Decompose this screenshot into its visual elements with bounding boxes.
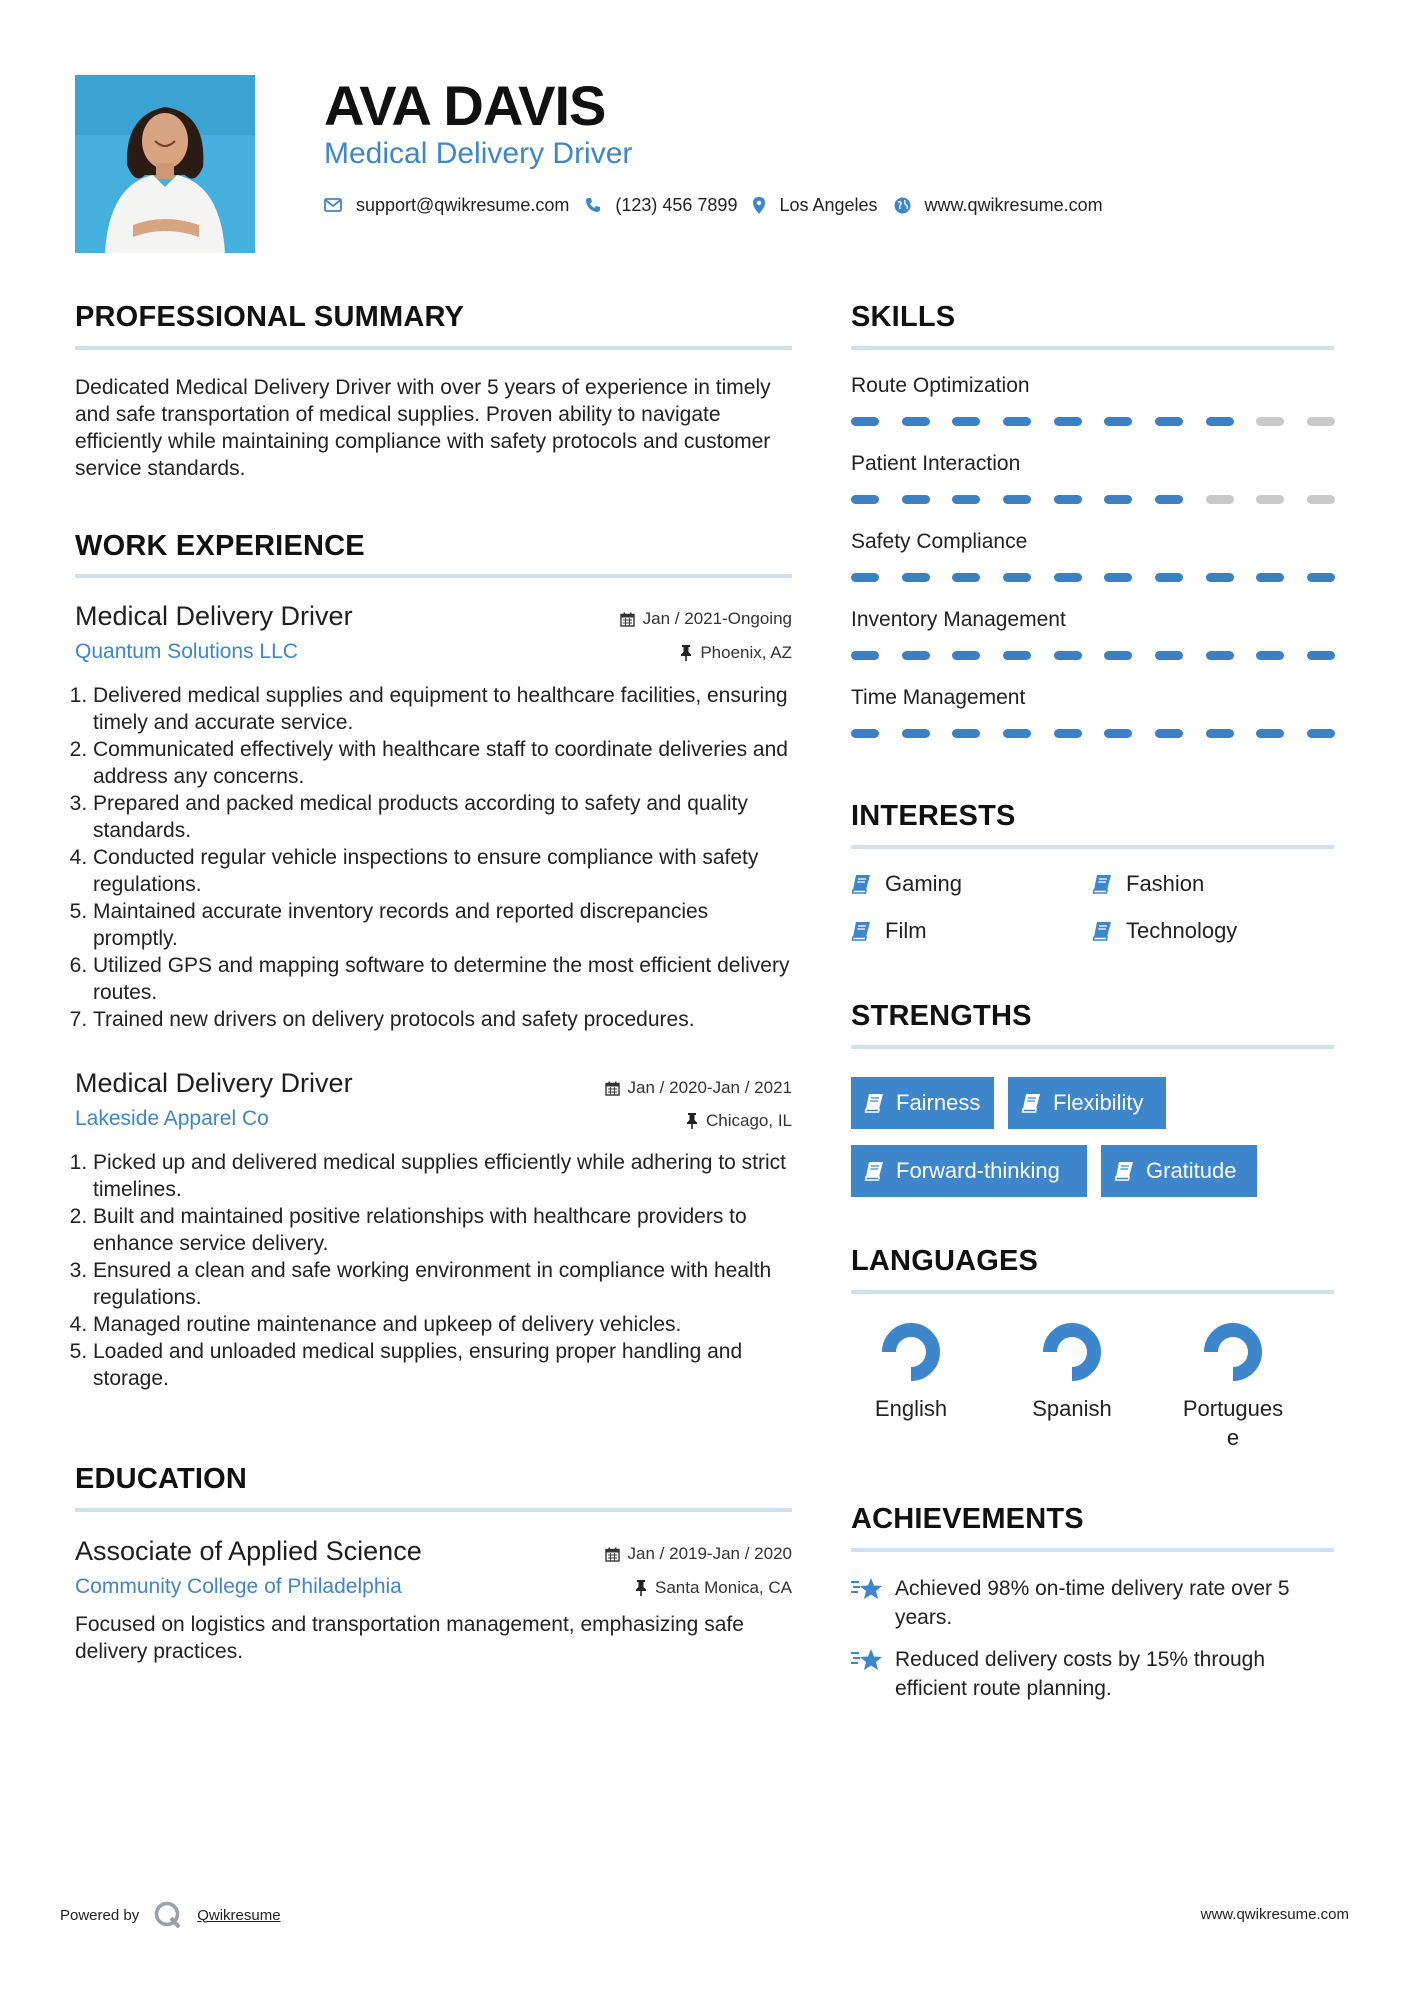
language-item xyxy=(846,1320,976,1423)
skill-dash xyxy=(851,729,879,738)
skill-dash xyxy=(1155,417,1183,426)
skill-item xyxy=(851,528,1335,606)
envelope-icon xyxy=(324,198,342,212)
skill-dash xyxy=(1206,651,1234,660)
strength-chip: Forward-thinking xyxy=(851,1145,1087,1197)
skill-item xyxy=(851,606,1335,684)
skill-dash xyxy=(1003,495,1031,504)
book-icon xyxy=(851,874,871,894)
summary-heading: PROFESSIONAL SUMMARY xyxy=(75,301,465,333)
job-entry-bullets xyxy=(75,682,792,1033)
calendar-icon xyxy=(605,1547,620,1562)
list-item: 4. Managed routine maintenance and upkeep of delivery vehicles. xyxy=(93,1311,792,1338)
skill-dash xyxy=(1104,573,1132,582)
phone-text: (123) 456 7899 xyxy=(615,194,738,215)
book-icon xyxy=(1021,1093,1041,1113)
skill-dash xyxy=(1104,495,1132,504)
strengths-divider xyxy=(851,1045,1334,1049)
contact-location xyxy=(753,195,877,216)
skill-dash xyxy=(1307,651,1335,660)
skill-dash xyxy=(1054,417,1082,426)
qwikresume-logo-icon xyxy=(153,1900,183,1930)
star-icon xyxy=(851,1647,885,1673)
skill-item xyxy=(851,450,1335,528)
strengths-heading: STRENGTHS xyxy=(851,1000,1032,1032)
contact-bar xyxy=(324,192,1119,218)
interests-heading: INTERESTS xyxy=(851,800,1016,832)
summary-divider xyxy=(75,346,792,350)
skill-dash xyxy=(1206,729,1234,738)
skill-dash xyxy=(1256,573,1284,582)
skill-dash xyxy=(851,417,879,426)
skill-label: Inventory Management xyxy=(851,608,1066,631)
skill-dash xyxy=(1104,417,1132,426)
education-divider xyxy=(75,1508,792,1512)
job-entry-bullets xyxy=(75,1149,792,1392)
skill-item xyxy=(851,372,1335,450)
book-icon xyxy=(864,1093,884,1113)
job-entry-company: Lakeside Apparel Co xyxy=(75,1107,269,1130)
skill-dash xyxy=(952,417,980,426)
interest-item: Gaming xyxy=(851,870,962,898)
job-entry xyxy=(75,600,792,1033)
skill-dash xyxy=(952,495,980,504)
skill-dash xyxy=(1054,573,1082,582)
job-entry-company: Quantum Solutions LLC xyxy=(75,640,298,663)
website-text: www.qwikresume.com xyxy=(924,194,1103,215)
skill-dash xyxy=(1256,495,1284,504)
skill-dash xyxy=(1307,573,1335,582)
skill-dash xyxy=(1003,651,1031,660)
achievement-item: Achieved 98% on-time delivery rate over 5 years. xyxy=(851,1574,1337,1632)
education-heading: EDUCATION xyxy=(75,1463,248,1495)
skill-dash xyxy=(1256,417,1284,426)
skill-item xyxy=(851,684,1335,762)
job-entry-dates: Jan / 2020-Jan / 2021 xyxy=(605,1077,792,1099)
skill-label: Patient Interaction xyxy=(851,452,1021,475)
list-item: 2. Built and maintained positive relationships with healthcare providers to enhance service delivery. xyxy=(93,1203,792,1257)
job-entry-dates: Jan / 2021-Ongoing xyxy=(620,608,792,630)
skill-meter xyxy=(851,495,1335,504)
achievement-item: Reduced delivery costs by 15% through efficient route planning. xyxy=(851,1645,1337,1703)
list-item: 1. Picked up and delivered medical supplies efficiently while adhering to strict timelines. xyxy=(93,1149,792,1203)
skill-dash xyxy=(851,573,879,582)
language-label: English xyxy=(874,1396,948,1421)
skill-dash xyxy=(952,729,980,738)
skill-dash xyxy=(1155,651,1183,660)
interest-item: Fashion xyxy=(1092,870,1204,898)
summary-text: Dedicated Medical Delivery Driver with over 5 years of experience in timely and safe transportation of medical supplies. Proven ability to navigate efficiently while maintaining compliance with safety protocols and customer service standards. xyxy=(75,376,771,480)
languages-divider xyxy=(851,1290,1334,1294)
pushpin-icon xyxy=(680,645,692,661)
powered-by-label: Powered by xyxy=(60,1906,140,1924)
skill-dash xyxy=(952,651,980,660)
skill-meter xyxy=(851,417,1335,426)
skill-dash xyxy=(1307,417,1335,426)
skill-dash xyxy=(1054,495,1082,504)
map-pin-icon xyxy=(753,197,765,214)
skill-dash xyxy=(1003,729,1031,738)
skill-dash xyxy=(1003,573,1031,582)
list-item: 1. Delivered medical supplies and equipment to healthcare facilities, ensuring timely and accurate service. xyxy=(93,682,792,736)
skill-meter xyxy=(851,573,1335,582)
contact-website[interactable] xyxy=(894,195,1103,216)
skill-dash xyxy=(1155,729,1183,738)
list-item: 4. Conducted regular vehicle inspections to ensure compliance with safety regulations. xyxy=(93,844,792,898)
phone-icon xyxy=(585,197,601,213)
education-entry xyxy=(75,1535,792,1665)
strength-chip: Gratitude xyxy=(1101,1145,1257,1197)
skill-dash xyxy=(1104,651,1132,660)
language-label: Portugues e xyxy=(1182,1396,1284,1450)
job-entry-location: Phoenix, AZ xyxy=(680,642,792,664)
language-gauge xyxy=(879,1320,943,1384)
qwikresume-link[interactable]: Qwikresume xyxy=(197,1906,281,1924)
book-icon xyxy=(851,921,871,941)
candidate-name: AVA DAVIS xyxy=(324,74,606,137)
skill-meter xyxy=(851,729,1335,738)
skill-meter xyxy=(851,651,1335,660)
achievements-divider xyxy=(851,1548,1334,1552)
skill-dash xyxy=(1003,417,1031,426)
skill-dash xyxy=(1054,729,1082,738)
footer-powered-by xyxy=(60,1900,281,1930)
language-gauge xyxy=(1040,1320,1104,1384)
skill-dash xyxy=(902,417,930,426)
list-item: 5. Loaded and unloaded medical supplies, ensuring proper handling and storage. xyxy=(93,1338,792,1392)
interests-divider xyxy=(851,845,1334,849)
experience-divider xyxy=(75,574,792,578)
languages-heading: LANGUAGES xyxy=(851,1245,1039,1277)
avatar xyxy=(75,75,255,253)
education-degree: Associate of Applied Science xyxy=(75,1536,422,1566)
skills-list xyxy=(851,372,1335,762)
skill-dash xyxy=(902,651,930,660)
book-icon xyxy=(1092,921,1112,941)
skill-dash xyxy=(851,495,879,504)
skill-dash xyxy=(1206,573,1234,582)
skill-dash xyxy=(1155,495,1183,504)
book-icon xyxy=(1114,1161,1134,1181)
location-text: Los Angeles xyxy=(779,194,878,215)
interest-item: Film xyxy=(851,917,927,945)
list-item: 7. Trained new drivers on delivery protocols and safety procedures. xyxy=(93,1006,792,1033)
skill-dash xyxy=(902,495,930,504)
book-icon xyxy=(864,1161,884,1181)
education-dates: Jan / 2019-Jan / 2020 xyxy=(605,1543,792,1565)
contact-phone[interactable] xyxy=(585,195,737,216)
job-title-header: Medical Delivery Driver xyxy=(324,137,633,170)
skill-dash xyxy=(1256,729,1284,738)
achievements-heading: ACHIEVEMENTS xyxy=(851,1503,1084,1535)
skill-dash xyxy=(1155,573,1183,582)
language-item xyxy=(1168,1320,1298,1452)
list-item: 5. Maintained accurate inventory records and reported discrepancies promptly. xyxy=(93,898,792,952)
list-item: 3. Prepared and packed medical products according to safety and quality standards. xyxy=(93,790,792,844)
skill-dash xyxy=(1256,651,1284,660)
skill-label: Safety Compliance xyxy=(851,530,1028,553)
strength-chip: Fairness xyxy=(851,1077,994,1129)
skill-dash xyxy=(1104,729,1132,738)
skill-label: Route Optimization xyxy=(851,374,1030,397)
email-text: support@qwikresume.com xyxy=(356,194,570,215)
skill-dash xyxy=(1206,495,1234,504)
pushpin-icon xyxy=(635,1580,647,1596)
strength-chip: Flexibility xyxy=(1008,1077,1166,1129)
skill-label: Time Management xyxy=(851,686,1026,709)
skill-dash xyxy=(1307,729,1335,738)
language-gauge xyxy=(1201,1320,1265,1384)
footer-website[interactable]: www.qwikresume.com xyxy=(1200,1906,1349,1923)
skill-dash xyxy=(1054,651,1082,660)
language-item xyxy=(1007,1320,1137,1423)
skill-dash xyxy=(952,573,980,582)
list-item: 2. Communicated effectively with healthcare staff to coordinate deliveries and address any concerns. xyxy=(93,736,792,790)
skill-dash xyxy=(1206,417,1234,426)
contact-email[interactable] xyxy=(324,195,569,216)
skill-dash xyxy=(851,651,879,660)
profile-photo xyxy=(75,75,255,253)
interest-item: Technology xyxy=(1092,917,1237,945)
skill-dash xyxy=(902,729,930,738)
experience-heading: WORK EXPERIENCE xyxy=(75,530,365,562)
job-entry xyxy=(75,1067,792,1392)
list-item: 3. Ensured a clean and safe working environment in compliance with health regulations. xyxy=(93,1257,792,1311)
education-description: Focused on logistics and transportation management, emphasizing safe delivery practices. xyxy=(75,1613,744,1663)
education-location: Santa Monica, CA xyxy=(635,1577,792,1599)
calendar-icon xyxy=(605,1081,620,1096)
job-entry-title: Medical Delivery Driver xyxy=(75,1068,353,1098)
book-icon xyxy=(1092,874,1112,894)
skills-heading: SKILLS xyxy=(851,301,956,333)
job-entry-title: Medical Delivery Driver xyxy=(75,601,353,631)
calendar-icon xyxy=(620,612,635,627)
globe-icon xyxy=(894,197,911,214)
pushpin-icon xyxy=(686,1113,698,1129)
language-label: Spanish xyxy=(1032,1396,1112,1421)
star-icon xyxy=(851,1576,885,1602)
skill-dash xyxy=(1307,495,1335,504)
list-item: 6. Utilized GPS and mapping software to determine the most efficient delivery routes. xyxy=(93,952,792,1006)
education-school: Community College of Philadelphia xyxy=(75,1575,402,1598)
job-entry-location: Chicago, IL xyxy=(686,1110,792,1132)
skills-divider xyxy=(851,346,1334,350)
skill-dash xyxy=(902,573,930,582)
